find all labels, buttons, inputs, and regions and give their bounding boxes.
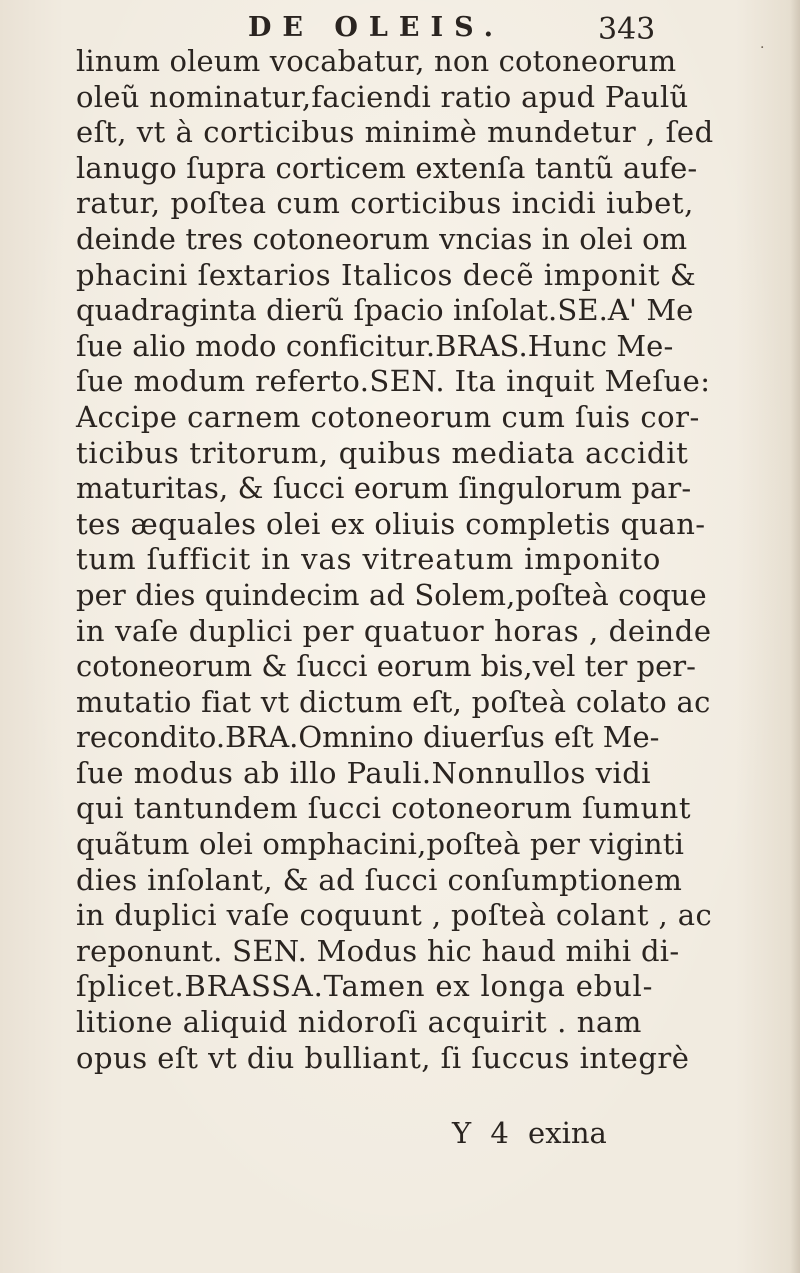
text-line: recondito.BRA.Omnino diuerſus eſt Me-: [76, 720, 660, 755]
text-line: lanugo ſupra corticem extenſa tantũ aufe-: [76, 150, 698, 185]
signature-catchword-line: [452, 1116, 607, 1150]
text-line: tum ſufficit in vas vitreatum imponito: [76, 542, 662, 577]
signature-mark: Y 4: [452, 1116, 509, 1150]
text-line: reponunt. SEN. Modus hic haud mihi di-: [76, 933, 680, 968]
text-line: per dies quindecim ad Solem,poſteà coque: [76, 577, 707, 612]
text-line: phacini ſextarios Italicos decẽ imponit &: [76, 257, 697, 292]
text-line: Accipe carnem cotoneorum cum ſuis cor-: [76, 399, 700, 434]
text-line: quãtum olei omphacini,poſteà per viginti: [76, 827, 685, 862]
text-line: in duplici vaſe coquunt , poſteà colant , ac: [76, 898, 713, 933]
text-line: ſue modus ab illo Pauli.Nonnullos vidi: [76, 755, 652, 790]
text-line: eſt, vt à corticibus minimè mundetur , ſed: [76, 115, 714, 150]
page-number: 343: [598, 12, 656, 47]
text-line: mutatio fiat vt dictum eſt, poſteà colato ac: [76, 684, 711, 719]
text-line: cotoneorum & ſucci eorum bis,vel ter per-: [76, 649, 696, 684]
text-line: litione aliquid nidoroſi acquirit . nam: [76, 1005, 643, 1040]
text-line: deinde tres cotoneorum vncias in olei om: [76, 221, 688, 256]
page-edge-shadow: [790, 0, 800, 1273]
text-line: in vaſe duplici per quatuor horas , deinde: [76, 613, 712, 648]
text-line: qui tantundem ſucci cotoneorum ſumunt: [76, 791, 691, 826]
margin-speck: ·: [760, 40, 765, 56]
text-line: ticibus tritorum, quibus mediata accidit: [76, 435, 689, 470]
running-title: DE OLEIS.: [248, 12, 505, 43]
text-line: tes æquales olei ex oliuis completis quan-: [76, 506, 706, 541]
text-line: linum oleum vocabatur, non cotoneorum: [76, 44, 677, 78]
text-line: opus eſt vt diu bulliant, ſi ſuccus integrè: [76, 1040, 690, 1075]
running-head: [0, 8, 800, 48]
catchword: exina: [528, 1116, 607, 1150]
text-line: quadraginta dierũ ſpacio inſolat.SE.A' Me: [76, 293, 694, 328]
text-line: ſue alio modo conficitur.BRAS.Hunc Me-: [76, 328, 674, 363]
text-line: ratur, poſtea cum corticibus incidi iubet,: [76, 186, 694, 221]
body-text: [76, 44, 714, 1076]
text-line: maturitas, & ſucci eorum ſingulorum par-: [76, 471, 692, 506]
text-line: ſue modum referto.SEN. Ita inquit Meſue:: [76, 364, 711, 399]
text-line: oleũ nominatur,faciendi ratio apud Paulũ: [76, 79, 689, 114]
text-line: dies inſolant, & ad ſucci conſumptionem: [76, 862, 683, 897]
text-line: ſplicet.BRASSA.Tamen ex longa ebul-: [76, 969, 654, 1004]
